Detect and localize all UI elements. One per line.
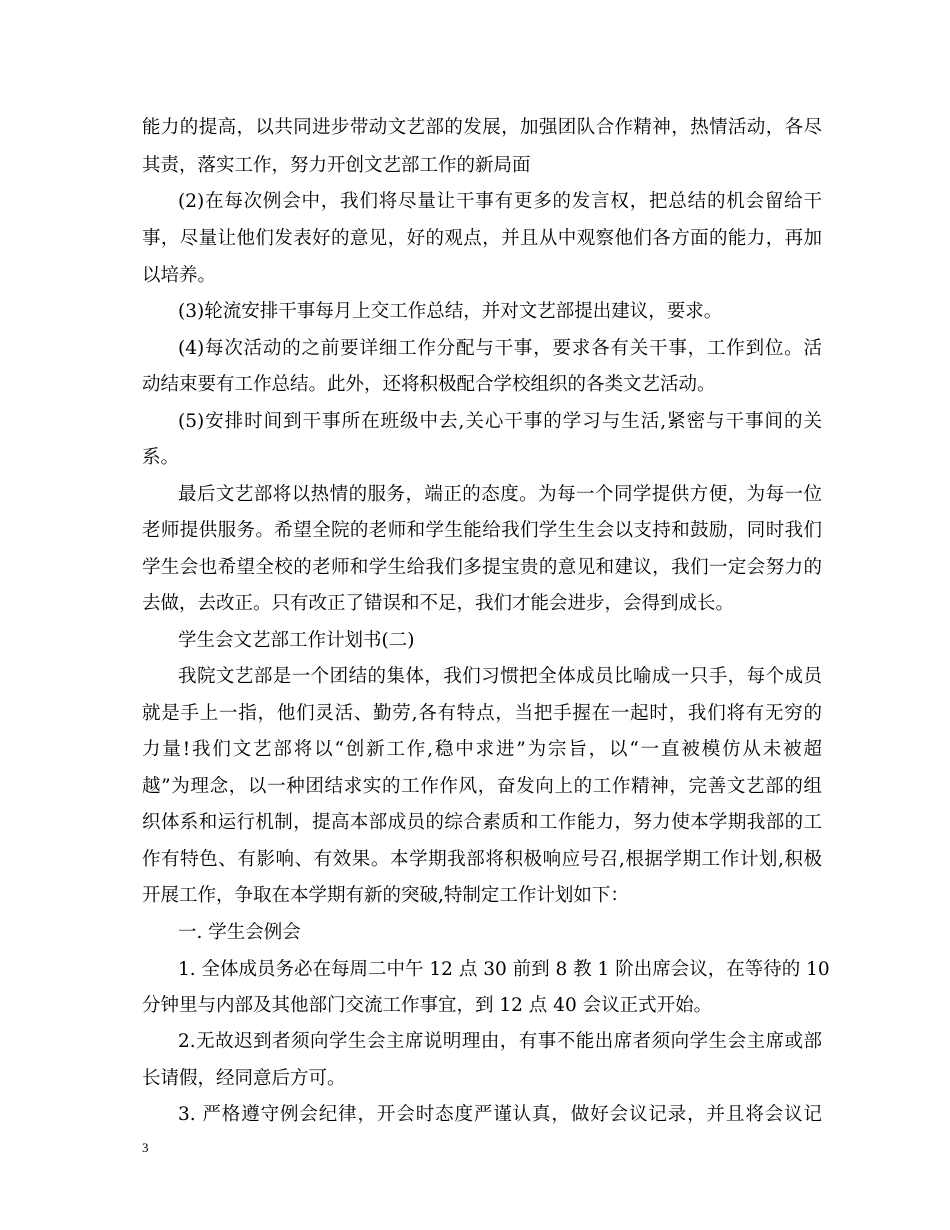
body-text-line: 力量!我们文艺部将以“创新工作,稳中求进”为宗旨，以“一直被模仿从未被超 [142,739,822,760]
body-text-line: 长请假，经同意后方可。 [142,1068,346,1089]
list-item-5-line: (5)安排时间到干事所在班级中去,关心干事的学习与生活,紧密与干事间的关 [178,411,822,432]
body-text-line: 能力的提高，以共同进步带动文艺部的发展，加强团队合作精神，热情活动，各尽 [142,117,822,138]
body-text-line: 学生会也希望全校的老师和学生给我们多提宝贵的意见和建议，我们一定会努力的 [142,557,822,578]
body-text-line: 作有特色、有影响、有效果。本学期我部将积极响应号召,根据学期工作计划,积极 [142,849,822,870]
body-text-line: 织体系和运行机制，提高本部成员的综合素质和工作能力，努力使本学期我部的工 [142,812,822,833]
body-text-line: 越”为理念，以一种团结求实的工作作风，奋发向上的工作精神，完善文艺部的组 [142,776,822,797]
body-text-line: 动结束要有工作总结。此外，还将积极配合学校组织的各类文艺活动。 [142,374,716,395]
section-title: 学生会文艺部工作计划书(二) [178,630,415,651]
list-item-4-line: (4)每次活动的之前要详细工作分配与干事，要求各有关干事，工作到位。活 [178,338,822,359]
page-number: 3 [142,1140,149,1155]
body-text-line: 开展工作，争取在本学期有新的突破,特制定工作计划如下： [142,885,629,906]
section-heading: 一. 学生会例会 [178,922,301,943]
body-text-line: 以培养。 [142,265,217,286]
body-text-line: 去做，去改正。只有改正了错误和不足，我们才能会进步，会得到成长。 [142,593,735,614]
body-text-line: 事，尽量让他们发表好的意见，好的观点，并且从中观察他们各方面的能力，再加 [142,228,822,249]
body-text-line: 就是手上一指，他们灵活、勤劳,各有特点，当把手握在一起时，我们将有无穷的 [142,703,822,724]
body-text-line: 老师提供服务。希望全院的老师和学生能给我们学生生会以支持和鼓励，同时我们 [142,520,822,541]
body-text-line: 分钟里与内部及其他部门交流工作事宜，到 12 点 40 会议正式开始。 [142,995,713,1016]
list-item-2-line: (2)在每次例会中，我们将尽量让干事有更多的发言权，把总结的机会留给干 [178,191,822,212]
body-text-line: 其责，落实工作，努力开创文艺部工作的新局面 [142,155,531,176]
rule-item-3-line: 3. 严格遵守例会纪律，开会时态度严谨认真，做好会议记录，并且将会议记 [178,1104,822,1125]
rule-item-2-line: 2.无故迟到者须向学生会主席说明理由，有事不能出席者须向学生会主席或部 [178,1031,822,1052]
list-item-3-line: (3)轮流安排干事每月上交工作总结，并对文艺部提出建议，要求。 [178,301,723,322]
rule-item-1-line: 1. 全体成员务必在每周二中午 12 点 30 前到 8 教 1 阶出席会议，在等待的 10 [178,959,830,980]
paragraph-line: 我院文艺部是一个团结的集体，我们习惯把全体成员比喻成一只手，每个成员 [178,666,822,687]
paragraph-line: 最后文艺部将以热情的服务，端正的态度。为每一个同学提供方便，为每一位 [178,484,822,505]
body-text-line: 系。 [142,447,180,468]
